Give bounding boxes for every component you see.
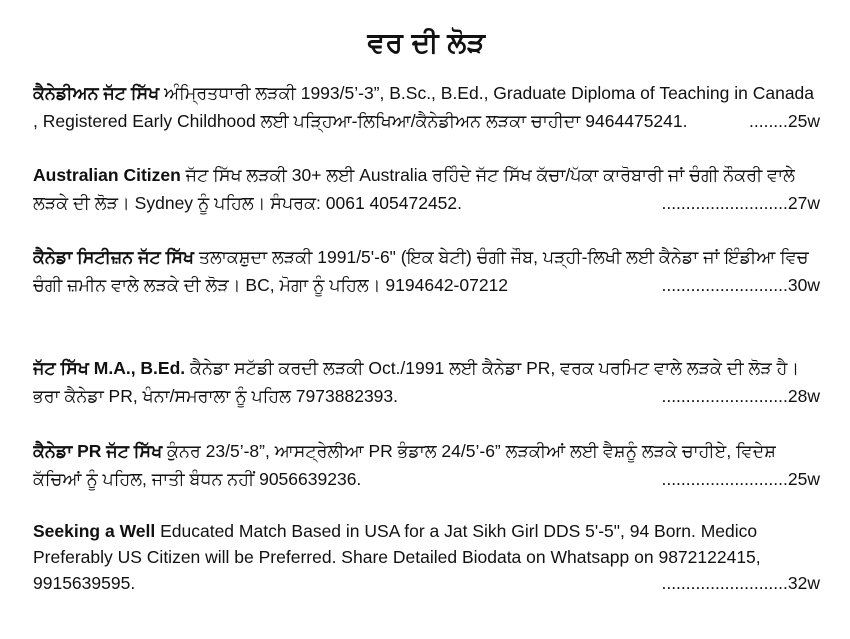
ad-rate: ..........................30w [661, 275, 820, 295]
ad-line [33, 465, 820, 493]
ad-lead: ਕੈਨੇਡੀਅਨ ਜੱਟ ਸਿੱਖ [33, 83, 160, 103]
ad-line [33, 161, 820, 189]
ad-line [33, 107, 820, 135]
ad-body: ਚੰਗੀ ਜ਼ਮੀਨ ਵਾਲੇ ਲੜਕੇ ਦੀ ਲੋੜ। BC, ਮੋਗਾ ਨੂੰ ਪਹਿਲ। 9194642-07212 [33, 275, 509, 295]
ad-body: Educated Match Based in USA for a Jat Sikh Girl DDS 5'-5", 94 Born. Medico [155, 521, 758, 541]
page-title: ਵਰ ਦੀ ਲੋੜ [367, 27, 486, 58]
ad-body: ਜੱਟ ਸਿੱਖ ਲੜਕੀ 30+ ਲਈ Australia ਰਹਿੰਦੇ ਜੱਟ ਸਿੱਖ ਕੱਚਾ/ਪੱਕਾ ਕਾਰੋਬਾਰੀ ਜਾਂ ਚੰਗੀ ਨੌਕਰੀ ਵਾਲੇ [180, 165, 795, 185]
ad-text [33, 79, 814, 107]
ad-line [33, 189, 820, 217]
classified-ad [33, 437, 820, 493]
ad-line [33, 570, 820, 596]
ad-body: ਲੜਕੇ ਦੀ ਲੋੜ। Sydney ਨੂੰ ਪਹਿਲ। ਸੰਪਰਕ: 0061 405472452. [33, 193, 463, 213]
classified-ad [33, 79, 820, 135]
ad-lead: ਕੈਨੇਡਾ PR ਜੱਟ ਸਿੱਖ [33, 441, 163, 461]
ad-body: ਅੰਮ੍ਰਿਤਧਾਰੀ ਲੜਕੀ 1993/5’-3”, B.Sc., B.Ed., Graduate Diploma of Teaching in Canada [159, 83, 815, 103]
ad-text [33, 354, 799, 382]
ad-rate: ..........................32w [661, 573, 820, 593]
ad-body: ਕੱਚਿਆਂ ਨੂੰ ਪਹਿਲ, ਜਾਤੀ ਬੰਧਨ ਨਹੀਂ 9056639236. [33, 469, 362, 489]
ad-body: ਕੈਨੇਡਾ ਸਟੱਡੀ ਕਰਦੀ ਲੜਕੀ Oct./1991 ਲਈ ਕੈਨੇਡਾ PR, ਵਰਕ ਪਰਮਿਟ ਵਾਲੇ ਲੜਕੇ ਦੀ ਲੋੜ ਹੈ। [185, 358, 800, 378]
ad-lead: ਜੱਟ ਸਿੱਖ M.A., B.Ed. [33, 358, 186, 378]
ad-text [33, 521, 757, 541]
ad-body: Preferably US Citizen will be Preferred. Share Detailed Biodata on Whatsapp on 9872122415, [33, 547, 761, 567]
ad-text [33, 437, 776, 465]
classified-ad [33, 518, 820, 596]
ad-body: 9915639595. [33, 573, 136, 593]
classified-ad [33, 161, 820, 217]
ad-line [33, 354, 820, 382]
ad-line [33, 382, 820, 410]
ad-rate: ..........................28w [661, 386, 820, 406]
ad-line [33, 79, 820, 107]
ad-text [33, 161, 795, 189]
ad-line [33, 544, 820, 570]
ad-line [33, 243, 820, 271]
ad-lead: ਕੈਨੇਡਾ ਸਿਟੀਜ਼ਨ ਜੱਟ ਸਿੱਖ [33, 247, 194, 267]
ad-rate: ........25w [749, 111, 820, 131]
ad-rate: ..........................27w [661, 193, 820, 213]
ad-rate: ..........................25w [661, 469, 820, 489]
ad-body: ਭਰਾ ਕੈਨੇਡਾ PR, ਖੰਨਾ/ਸਮਰਾਲਾ ਨੂੰ ਪਹਿਲ 7973882393. [33, 386, 398, 406]
ad-body: ਤਲਾਕਸ਼ੁਦਾ ਲੜਕੀ 1991/5'-6" (ਇਕ ਬੇਟੀ) ਚੰਗੀ ਜੌਬ, ਪੜ੍ਹੀ-ਲਿਖੀ ਲਈ ਕੈਨੇਡਾ ਜਾਂ ਇੰਡੀਆ ਵਿਚ [194, 247, 809, 267]
ad-line [33, 518, 820, 544]
classified-ad [33, 243, 820, 299]
ad-line [33, 271, 820, 299]
ad-body: ਕੁੰਨਰ 23/5’-8”, ਆਸਟ੍ਰੇਲੀਆ PR ਭੰਡਾਲ 24/5’-6” ਲੜਕੀਆਂ ਲਈ ਵੈਸ਼ਨੂੰ ਲੜਕੇ ਚਾਹੀਏ, ਵਿਦੇਸ਼ [162, 441, 776, 461]
ad-text [33, 243, 809, 271]
ad-lead: Seeking a Well [33, 521, 156, 541]
ad-body: , Registered Early Childhood ਲਈ ਪੜ੍ਹਿਆ-ਲਿਖਿਆ/ਕੈਨੇਡੀਅਨ ਲੜਕਾ ਚਾਹੀਦਾ 9464475241. [33, 111, 688, 131]
ad-line [33, 437, 820, 465]
classified-ad [33, 354, 820, 410]
ad-lead: Australian Citizen [33, 165, 181, 185]
